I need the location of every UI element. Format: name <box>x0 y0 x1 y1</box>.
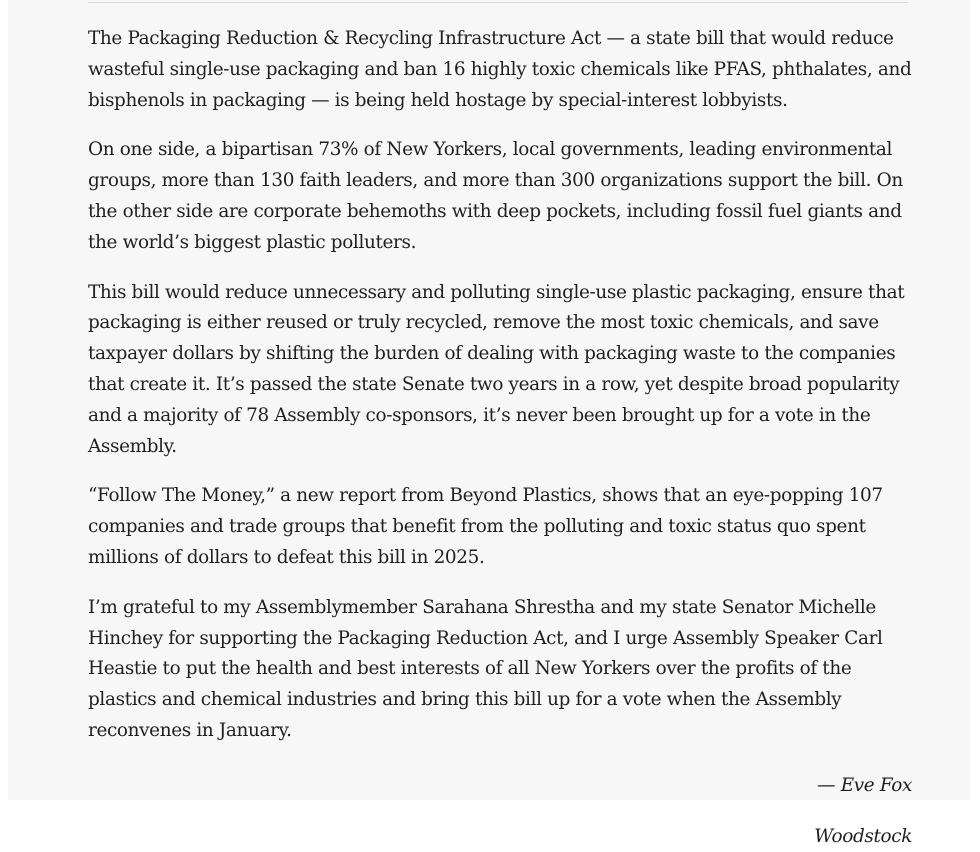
paragraph-4: “Follow The Money,” a new report from Beyond Plastics, shows that an eye-popping 107 companies and trade groups that benefit from the polluting and toxic status quo spent millions of dollars to defeat this bill in 2025. <box>88 485 883 568</box>
paragraph-3: This bill would reduce unnecessary and polluting single-use plastic packaging, ensure that packaging is either reused or truly recycled, remove the most toxic chemicals, and save taxpayer dollars by shifting the burden of dealing with packaging waste to the companies that create it. It’s passed the state Senate two years in a row, yet despite broad popularity and a majority of 78 Assembly co-sponsors, it’s never been brought up for a vote in the Assembly. <box>88 281 905 457</box>
letter-page <box>8 0 970 847</box>
paragraph-2: On one side, a bipartisan 73% of New Yorkers, local governments, leading environmental groups, more than 130 faith leaders, and more than 300 organizations support the bill. On the other side are corporate behemoths with deep pockets, including fossil fuel giants and the world’s biggest plastic polluters. <box>88 139 903 253</box>
author-signature: — Eve Fox <box>817 774 912 796</box>
top-divider <box>88 2 908 3</box>
author-location: Woodstock <box>814 825 912 847</box>
letter-body <box>88 24 912 852</box>
paragraph-1: The Packaging Reduction & Recycling Infrastructure Act — a state bill that would reduce wasteful single-use packaging and ban 16 highly toxic chemicals like PFAS, phthalates, and bisphenols in packaging — is being held hostage by special-interest lobbyists. <box>88 28 912 111</box>
paragraph-5: I’m grateful to my Assemblymember Sarahana Shrestha and my state Senator Michelle Hinchey for supporting the Packaging Reduction Act, and I urge Assembly Speaker Carl Heastie to put the health and best interests of all New Yorkers over the profits of the plastics and chemical industries and bring this bill up for a vote when the Assembly reconvenes in January. <box>88 596 883 741</box>
